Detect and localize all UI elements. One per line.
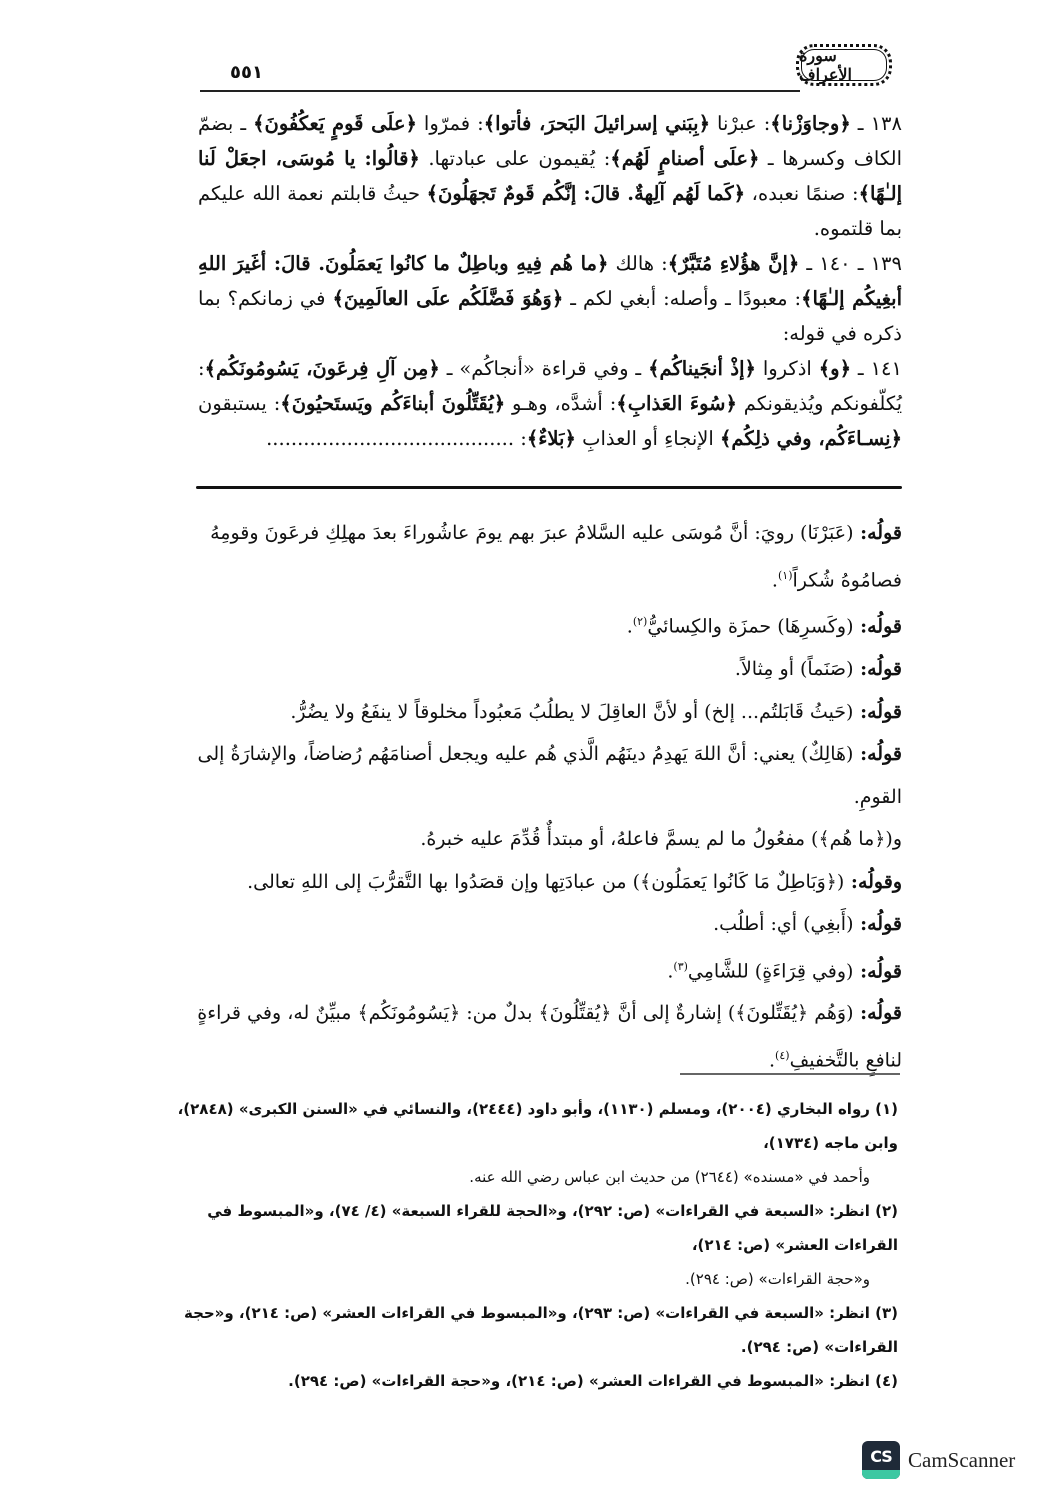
continuation-dots: ........................................	[266, 427, 515, 450]
camscanner-watermark	[862, 1441, 1015, 1479]
gloss-note	[190, 903, 902, 946]
footnote-rule	[680, 1073, 900, 1075]
quran-text: ﴿ما هُم فِيهِ وباطِلٌ ما كانُوا يَعمَلُونَ. قالَ: أغَيرَ اللهِ أبغِيكُم إلـٰهًا﴾	[198, 252, 903, 310]
commentary-text: : فمرّوا	[416, 112, 484, 135]
note-key: قولُه:	[853, 615, 902, 638]
quran-text: ﴿بَلاءٌ﴾	[526, 427, 576, 450]
note-text: (وَهُم ﴿يُقَتِّلونَ﴾) إشارةٌ إلى أنَّ ﴿يُقتِّلُونَ﴾ بدلٌ من: ﴿يَسُومُونَكُم﴾ مبيِّنٌ له، وفي قراءةٍ لنافعٍ بالتَّخفيفِ	[197, 1002, 902, 1072]
gloss-note	[190, 946, 902, 993]
commentary-text: ـ وفي قراءة «أنجاكُم» ـ	[439, 357, 649, 380]
quran-text: ﴿وجاوَزْنا﴾	[770, 112, 851, 135]
footnote-ref[interactable]: (٤)	[775, 1048, 790, 1062]
quran-text: ﴿علَى قَومٍ يَعكُفُونَ﴾	[253, 112, 417, 135]
gloss-note	[190, 733, 902, 818]
footnote-1: (١) رواه البخاري (٢٠٠٤)، ومسلم (١١٣٠)، وأبو داود (٢٤٤٤)، والنسائي في «السنن الكبرى» (٢٨٤٨)، وابن ماجه (١٧٣٤)،	[177, 1100, 898, 1152]
note-key: قولُه:	[853, 959, 902, 982]
verse-number: ١٤١ ـ	[851, 357, 902, 380]
main-tafsir-text	[198, 106, 902, 456]
commentary-text: : عبرْنا	[710, 112, 771, 135]
quran-text: ﴿بِبَني إسرائيلَ البَحرَ، فأتوا﴾	[483, 112, 710, 135]
commentary-text: : هالك	[608, 252, 668, 275]
footnotes	[170, 1092, 898, 1398]
note-text: (عَبَرْنَا) رويَ: أنَّ مُوسَى عليه السَّلامُ عبرَ بهم يومَ عاشُوراءَ بعدَ مهلِكِ فرعَونَ وقومِهُ فصامُوهُ شُكراً	[210, 522, 902, 591]
surah-name: سورة الأعراف	[799, 46, 852, 84]
page-number: ٥٥١	[230, 62, 263, 83]
commentary-text: : صنمًا نعبده،	[745, 182, 859, 205]
gloss-note	[190, 818, 902, 861]
commentary-text: اذكروا	[755, 357, 819, 380]
note-key: قولُه:	[853, 743, 902, 766]
quran-text: ﴿سُوءَ العَذابِ﴾	[616, 392, 737, 415]
gloss-note	[190, 992, 902, 1081]
note-key: قولُه:	[853, 1002, 902, 1025]
note-end: .	[769, 1049, 776, 1072]
note-text: (وفي قِرَاءَةٍ) للشَّامِي	[687, 959, 854, 982]
verse-paragraph-141	[198, 351, 902, 456]
note-key: قولُه:	[853, 658, 902, 681]
note-key: قولُه:	[853, 700, 902, 723]
footnote-3: (٣) انظر: «السبعة في القراءات» (ص: ٢٩٣)، و«المبسوط في القراءات العشر» (ص: ٢١٤)، و«حجة القراءات» (ص: ٢٩٤).	[183, 1304, 898, 1356]
section-separator	[196, 486, 902, 489]
quran-text: ﴿نِسـاءَكُم، وفي ذلِكُم﴾	[720, 427, 902, 450]
gloss-note	[190, 512, 902, 601]
note-text: و(﴿ما هُم﴾) مفعُولُ ما لم يسمَّ فاعلهُ، أو مبتدأٌ قُدِّمَ عليه خبرهُ.	[420, 828, 902, 851]
commentary-text: : يُقيمون على عبادتها.	[419, 147, 611, 170]
note-end: .	[667, 959, 674, 982]
verse-paragraph-139-140	[198, 246, 902, 351]
footnote-2: (٢) انظر: «السبعة في القراءات» (ص: ٢٩٢)، و«الحجة للقراء السبعة» (٤/ ٧٤)، و«المبسوط في القراءات العشر» (ص: ٢١٤)،	[207, 1202, 898, 1254]
commentary-text: ـ بضمّ الكاف وكسرها ـ	[198, 112, 902, 170]
note-end: .	[626, 615, 633, 638]
gloss-note	[190, 601, 902, 648]
footnote-1-continued: وأحمد في «مسنده» (٢٦٤٤) من حديث ابن عباس رضي الله عنه.	[469, 1168, 870, 1186]
gloss-notes	[190, 512, 902, 1082]
note-text: (هَالِكٌ) يعني: أنَّ اللهَ يَهدِمُ دينَهُم الَّذي هُم عليه ويجعل أصنامَهُم رُضاضاً، والإشارَةُ إلى القومِ.	[197, 743, 902, 808]
commentary-text: : أشدَّه، وهـو	[505, 392, 617, 415]
footnote-4: (٤) انظر: «المبسوط في القراءات العشر» (ص: ٢١٤)، و«حجة القراءات» (ص: ٢٩٤).	[288, 1372, 898, 1390]
logo-text: CS	[870, 1447, 892, 1466]
note-end: .	[771, 568, 778, 591]
page-header	[200, 40, 890, 98]
verse-paragraph-138	[198, 106, 902, 246]
verse-number: ١٣٩ ـ ١٤٠ ـ	[799, 252, 902, 275]
note-text: (﴿وَبَاطِلٌ مَا كَانُوا يَعمَلُون﴾) من عبادَتِها وإن قصَدُوا بها التَّقرُّبَ إلى اللهِ تعالى.	[247, 870, 845, 893]
gloss-note	[190, 691, 902, 734]
commentary-text: في زمانكم؟ بما ذكره في قوله:	[198, 287, 902, 345]
note-key: وقولُه:	[844, 870, 902, 893]
footnote-2-continued: و«حجة القراءات» (ص: ٢٩٤).	[685, 1270, 870, 1288]
quran-text: ﴿علَى أصنامٍ لَهُم﴾	[610, 147, 760, 170]
note-key: قولُه:	[853, 913, 902, 936]
quran-text: ﴿مِن آلِ فِرعَونَ، يَسُومُونَكُم﴾	[204, 357, 440, 380]
footnote-ref[interactable]: (١)	[777, 568, 793, 582]
note-key: قولُه:	[853, 522, 902, 544]
commentary-text: : يستبقون	[198, 392, 281, 415]
quran-text: ﴿قالُوا: يا مُوسَى، اجعَلْ لَنا إلـٰهًا﴾	[198, 147, 902, 205]
quran-text: ﴿إنَّ هؤُلاءِ مُتَبَّرٌ﴾	[667, 252, 800, 275]
note-text: (وكَسرِهَا) حمزَة والكِسائيُّ	[647, 615, 854, 638]
header-rule	[200, 90, 800, 92]
note-text: (صَنَماً) أو مِثالاً.	[734, 658, 854, 681]
quran-text: ﴿إذْ أنجَيناكُم﴾	[648, 357, 756, 380]
brand-name: CamScanner	[908, 1447, 1016, 1472]
commentary-text: حيثُ قابلتم نعمة الله عليكم بما قلتموه.	[198, 182, 902, 240]
quran-text: ﴿وَهُوَ فَضَّلَكُم علَى العالَمِينَ﴾	[332, 287, 564, 310]
logo-accent-bar	[862, 1470, 900, 1479]
commentary-text: الإنجاءِ أو العذابِ	[575, 427, 720, 450]
surah-name-badge	[796, 44, 892, 86]
verse-number: ١٣٨ ـ	[850, 112, 902, 135]
footnote-ref[interactable]: (٢)	[632, 615, 648, 629]
note-text: (حَيثُ قَابَلتُم... إلخ) أو لأنَّ العاقِلَ لا يطلُبُ مَعبُوداً مخلوقاً لا ينفَعُ ولا يضُرُّ.	[290, 700, 854, 723]
commentary-text: : معبودًا ـ وأصله: أبغي لكم ـ	[563, 287, 802, 310]
note-text: (أَبغِي) أي: أطلُب.	[713, 913, 854, 936]
gloss-note	[190, 648, 902, 691]
footnote-ref[interactable]: (٣)	[673, 959, 688, 973]
quran-text: ﴿و﴾	[818, 357, 852, 380]
commentary-text: : يُكلّفونكم ويُذيقونكم	[198, 357, 903, 415]
gloss-note	[190, 861, 902, 904]
camscanner-logo-icon	[862, 1441, 900, 1479]
quran-text: ﴿يُقَتِّلُونَ أبناءَكُم ويَستَحيُونَ﴾	[280, 392, 506, 415]
quran-text: ﴿كَما لَهُم آلِهةٌ. قالَ: إنَّكُم قَومٌ تَجهَلُونَ﴾	[426, 182, 746, 205]
commentary-text: :	[514, 427, 527, 450]
